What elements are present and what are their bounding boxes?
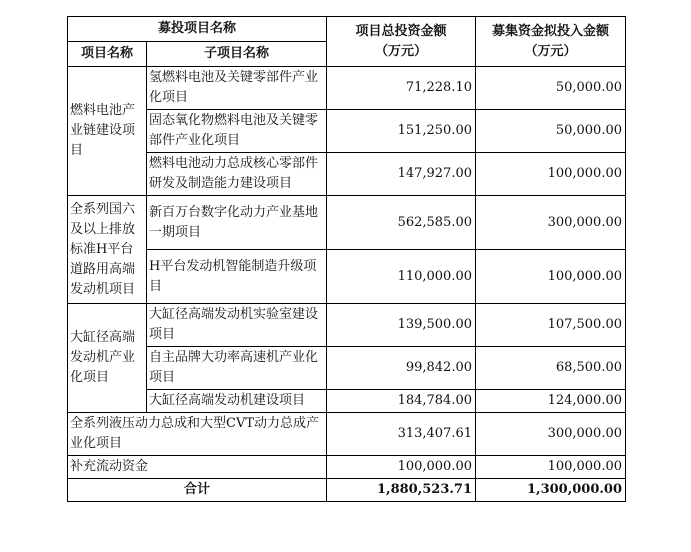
table-row xyxy=(68,196,626,250)
subproject-name-cell: 大缸径高端发动机建设项目 xyxy=(147,390,327,413)
subproject-name-cell: 燃料电池动力总成核心零部件研发及制造能力建设项目 xyxy=(147,153,327,196)
header-project-name-group: 募投项目名称 xyxy=(68,17,327,42)
header-raised-funds xyxy=(476,17,626,67)
header-subproject: 子项目名称 xyxy=(147,42,327,67)
raised-funds-cell: 124,000.00 xyxy=(476,390,626,413)
total-investment-cell: 100,000.00 xyxy=(327,456,476,479)
project-name-cell: 大缸径高端发动机产业化项目 xyxy=(68,304,147,413)
table-row xyxy=(68,110,626,153)
project-name-cell: 全系列液压动力总成和大型CVT动力总成产业化项目 xyxy=(68,413,327,456)
raised-funds-cell: 100,000.00 xyxy=(476,250,626,304)
project-name-cell: 补充流动资金 xyxy=(68,456,327,479)
total-label: 合计 xyxy=(68,479,327,502)
table-row xyxy=(68,347,626,390)
table-row xyxy=(68,250,626,304)
total-investment-cell: 313,407.61 xyxy=(327,413,476,456)
raised-funds-cell: 68,500.00 xyxy=(476,347,626,390)
subproject-name-cell: H平台发动机智能制造升级项目 xyxy=(147,250,327,304)
total-investment-cell: 562,585.00 xyxy=(327,196,476,250)
header-raise-line2: （万元） xyxy=(524,43,577,59)
total-investment-cell: 71,228.10 xyxy=(327,67,476,110)
project-name-cell: 燃料电池产业链建设项目 xyxy=(68,67,147,196)
raised-funds-cell: 107,500.00 xyxy=(476,304,626,347)
investment-table xyxy=(67,16,626,502)
total-investment-cell: 147,927.00 xyxy=(327,153,476,196)
table-row xyxy=(68,153,626,196)
raised-funds-cell: 50,000.00 xyxy=(476,110,626,153)
subproject-name-cell: 自主品牌大功率高速机产业化项目 xyxy=(147,347,327,390)
raised-funds-cell: 300,000.00 xyxy=(476,196,626,250)
subproject-name-cell: 大缸径高端发动机实验室建设项目 xyxy=(147,304,327,347)
investment-table-container xyxy=(67,16,626,502)
subproject-name-cell: 固态氧化物燃料电池及关键零部件产业化项目 xyxy=(147,110,327,153)
total-investment-sum: 1,880,523.71 xyxy=(327,479,476,502)
subproject-name-cell: 氢燃料电池及关键零部件产业化项目 xyxy=(147,67,327,110)
total-investment-cell: 99,842.00 xyxy=(327,347,476,390)
header-raise-line1: 募集资金拟投入金额 xyxy=(491,23,609,39)
total-investment-cell: 110,000.00 xyxy=(327,250,476,304)
total-investment-cell: 139,500.00 xyxy=(327,304,476,347)
table-row xyxy=(68,304,626,347)
raised-funds-sum: 1,300,000.00 xyxy=(476,479,626,502)
header-total-investment xyxy=(327,17,476,67)
table-row xyxy=(68,456,626,479)
project-name-cell: 全系列国六及以上排放标准H平台道路用高端发动机项目 xyxy=(68,196,147,304)
table-row xyxy=(68,67,626,110)
header-row-1 xyxy=(68,17,626,42)
table-row xyxy=(68,413,626,456)
table-row xyxy=(68,390,626,413)
total-investment-cell: 151,250.00 xyxy=(327,110,476,153)
header-total-line2: （万元） xyxy=(374,43,427,59)
subproject-name-cell: 新百万台数字化动力产业基地一期项目 xyxy=(147,196,327,250)
header-total-line1: 项目总投资金额 xyxy=(355,23,447,39)
raised-funds-cell: 100,000.00 xyxy=(476,456,626,479)
raised-funds-cell: 50,000.00 xyxy=(476,67,626,110)
total-row xyxy=(68,479,626,502)
raised-funds-cell: 100,000.00 xyxy=(476,153,626,196)
raised-funds-cell: 300,000.00 xyxy=(476,413,626,456)
header-project: 项目名称 xyxy=(68,42,147,67)
total-investment-cell: 184,784.00 xyxy=(327,390,476,413)
